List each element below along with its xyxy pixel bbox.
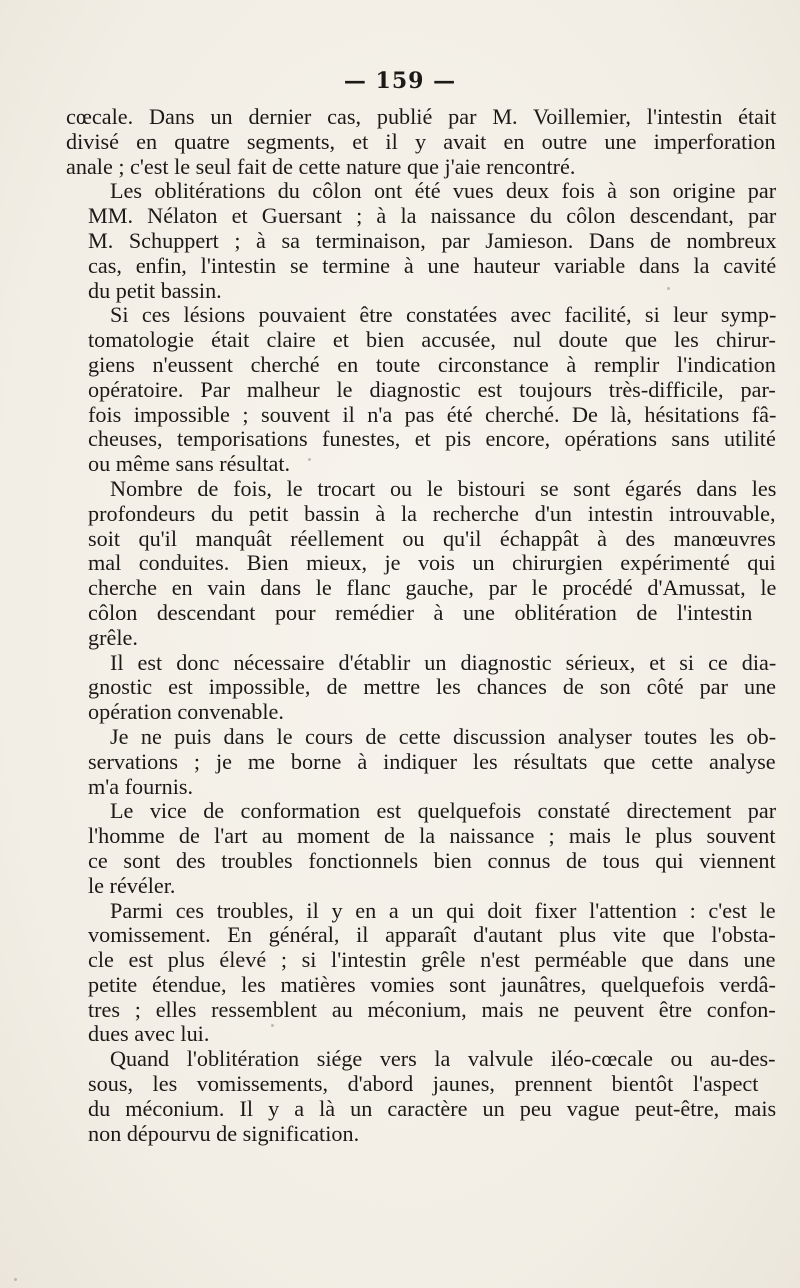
text-line: dues avec lui. (88, 1021, 210, 1047)
text-line: cheuses, temporisations funestes, et pis encore, opérations sans utilité (88, 426, 776, 452)
text-line: M. Schuppert ; à sa terminaison, par Jamieson. Dans de nombreux (88, 227, 777, 253)
text-line: cœcale. Dans un dernier cas, publié par M. Voillemier, l'intestin était (66, 104, 777, 129)
text-line: m'a fournis. (88, 773, 194, 799)
text-line: gnostic est impossible, de mettre les chances de son côté par une (88, 674, 777, 700)
paragraph (66, 651, 776, 725)
page-number: — 159 — (343, 68, 457, 94)
text-line: opération convenable. (88, 699, 284, 725)
text-line: cas, enfin, l'intestin se termine à une hauteur variable dans la cavité (88, 252, 777, 278)
text-line: anale ; c'est le seul fait de cette nature que j'aie rencontré. (66, 153, 576, 179)
paragraph (66, 105, 776, 179)
text-line: fois impossible ; souvent il n'a pas été cherché. De là, hésitations fâ- (88, 401, 777, 427)
paragraph (66, 1047, 776, 1146)
paragraph (66, 899, 776, 1048)
text-line: petite étendue, les matières vomies sont jaunâtres, quelquefois verdâ- (88, 971, 776, 997)
paragraph (66, 477, 776, 651)
text-line: tomatologie était claire et bien accusée, nul doute que les chirur- (88, 327, 776, 353)
text-line: profondeurs du petit bassin à la recherche d'un intestin introuvable, (88, 500, 776, 526)
text-line: du petit bassin. (88, 277, 222, 303)
text-line: cle est plus élevé ; si l'intestin grêle n'est perméable que dans une (88, 947, 776, 973)
text-line: opératoire. Par malheur le diagnostic est toujours très-difficile, par- (88, 376, 776, 402)
paper-speck (14, 1278, 17, 1281)
paragraph (66, 725, 776, 799)
text-line: MM. Nélaton et Guersant ; à la naissance du côlon descendant, par (88, 203, 777, 229)
paragraph (66, 303, 776, 477)
text-line: grêle. (88, 624, 138, 650)
text-line: divisé en quatre segments, et il y avait en outre une imperforation (66, 128, 776, 154)
paper-speck (271, 1024, 274, 1027)
text-line: cherche en vain dans le flanc gauche, par le procédé d'Amussat, le (88, 575, 777, 601)
text-line: mal conduites. Bien mieux, je vois un chirurgien expérimenté qui (88, 550, 776, 576)
paper-speck (667, 287, 670, 290)
text-line: vomissement. En général, il apparaît d'autant plus vite que l'obsta- (88, 922, 776, 948)
paragraph (66, 799, 776, 898)
text-line: non dépourvu de signification. (88, 1120, 360, 1146)
text-line: ce sont des troubles fonctionnels bien connus de tous qui viennent (88, 847, 776, 873)
text-line: du méconium. Il y a là un caractère un peu vague peut-être, mais (88, 1095, 777, 1121)
text-line: Nombre de fois, le trocart ou le bistouri se sont égarés dans les (110, 475, 777, 501)
paragraph (66, 179, 776, 303)
text-line: servations ; je me borne à indiquer les résultats que cette analyse (88, 748, 776, 774)
text-line: Les oblitérations du côlon ont été vues deux fois à son origine par (110, 178, 777, 204)
text-line: Je ne puis dans le cours de cette discussion analyser toutes les ob- (110, 723, 777, 749)
text-line: côlon descendant pour remédier à une oblitération de l'intestin (88, 599, 753, 625)
text-line: sous, les vomissements, d'abord jaunes, prennent bientôt l'aspect (88, 1071, 759, 1097)
text-line: tres ; elles ressemblent au méconium, mais ne peuvent être confon- (88, 996, 776, 1022)
text-line: soit qu'il manquât réellement ou qu'il échappât à des manœuvres (88, 525, 776, 551)
text-line: Quand l'oblitération siége vers la valvule iléo-cœcale ou au-des- (110, 1046, 776, 1072)
text-line: Il est donc nécessaire d'établir un diagnostic sérieux, et si ce dia- (110, 649, 777, 675)
text-line: l'homme de l'art au moment de la naissance ; mais le plus souvent (88, 823, 776, 849)
text-line: giens n'eussent cherché en toute circonstance à remplir l'indication (88, 351, 776, 377)
text-line: Parmi ces troubles, il y en a un qui doit fixer l'attention : c'est le (110, 897, 776, 923)
body-text (66, 105, 776, 1146)
paper-speck (308, 458, 311, 461)
text-line: ou même sans résultat. (88, 451, 291, 477)
text-line: le révéler. (88, 872, 176, 898)
text-line: Si ces lésions pouvaient être constatées avec facilité, si leur symp- (110, 302, 777, 328)
text-line: Le vice de conformation est quelquefois constaté directement par (110, 798, 777, 824)
